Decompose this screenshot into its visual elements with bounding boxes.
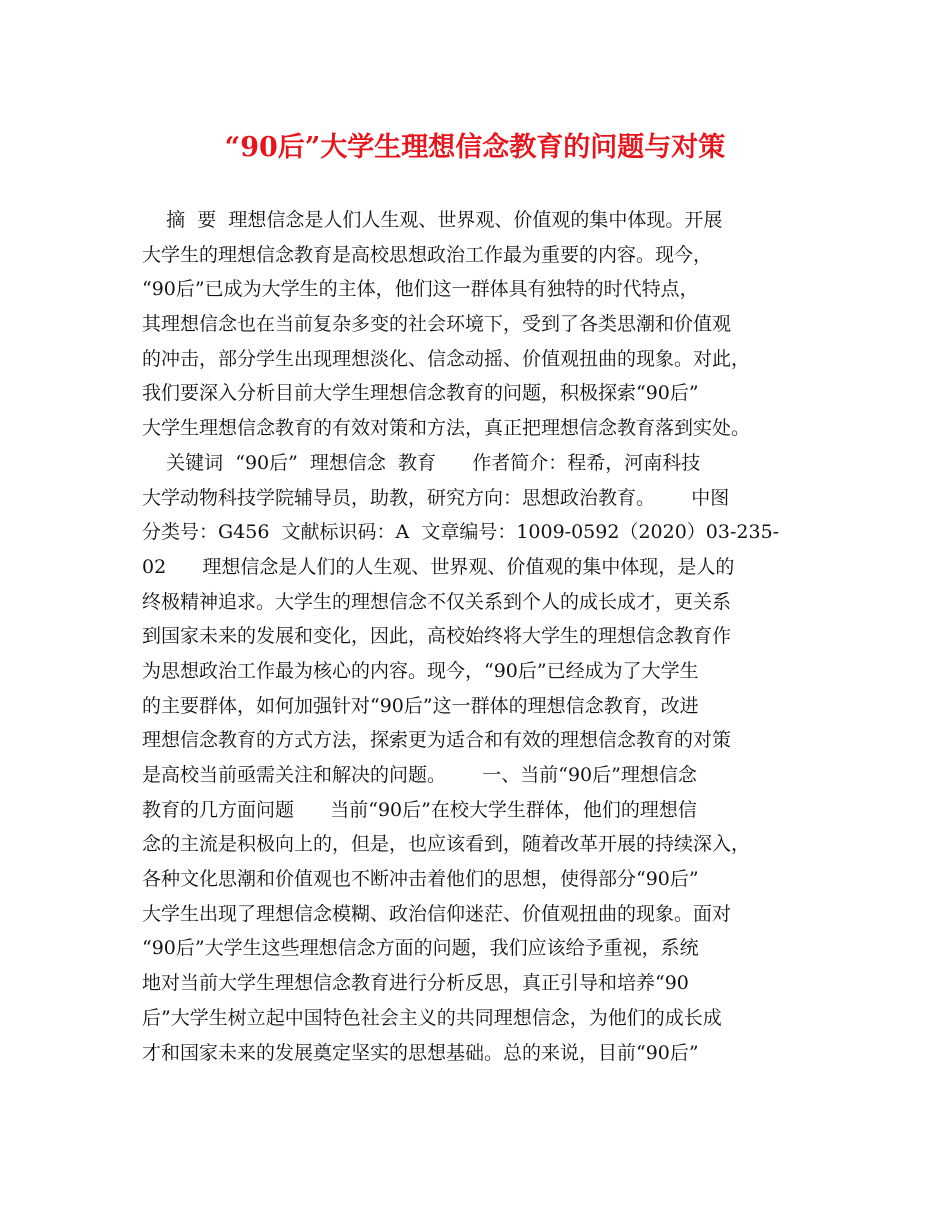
body-line: 关键词 “90后” 理想信念 教育 作者简介：程希，河南科技 (142, 451, 701, 474)
body-line: 的冲击，部分学生出现理想淡化、信念动摇、价值观扭曲的现象。对此， (142, 347, 751, 370)
body-line: 我们要深入分析目前大学生理想信念教育的问题，积极探索“90后” (142, 382, 699, 405)
body-line: 才和国家未来的发展奠定坚实的思想基础。总的来说，目前“90后” (142, 1041, 699, 1064)
body-line: “90后”已成为大学生的主体，他们这一群体具有独特的时代特点， (142, 278, 699, 301)
document-title: “90后”大学生理想信念教育的问题与对策 (224, 132, 726, 163)
body-line: 终极精神追求。大学生的理想信念不仅关系到个人的成长成才，更关系 (142, 590, 732, 613)
body-line: 为思想政治工作最为核心的内容。现今，“90后”已经成为了大学生 (142, 659, 699, 682)
body-line: 各种文化思潮和价值观也不断冲击着他们的思想，使得部分“90后” (142, 868, 699, 891)
body-line: 理想信念教育的方式方法，探索更为适合和有效的理想信念教育的对策 (142, 729, 732, 752)
document-body (142, 203, 826, 1070)
body-line: 其理想信念也在当前复杂多变的社会环境下，受到了各类思潮和价值观 (142, 313, 732, 336)
body-line: 摘 要 理想信念是人们人生观、世界观、价值观的集中体现。开展 (142, 209, 723, 231)
body-line: 的主要群体，如何加强针对“90后”这一群体的理想信念教育，改进 (142, 694, 699, 717)
body-line: 02 理想信念是人们的人生观、世界观、价值观的集中体现，是人的 (142, 555, 735, 578)
body-line: 念的主流是积极向上的，但是，也应该看到，随着改革开展的持续深入， (142, 833, 751, 856)
body-line: 后”大学生树立起中国特色社会主义的共同理想信念，为他们的成长成 (142, 1006, 722, 1029)
body-line: “90后”大学生这些理想信念方面的问题，我们应该给予重视，系统 (142, 937, 699, 960)
body-line: 是高校当前亟需关注和解决的问题。 一、当前“90后”理想信念 (142, 764, 697, 786)
body-line: 大学生出现了理想信念模糊、政治信仰迷茫、价值观扭曲的现象。面对 (142, 902, 732, 925)
body-line: 分类号：G456 文献标识码：A 文章编号：1009-0592（2020）03-235- (142, 521, 780, 544)
body-line: 大学生理想信念教育的有效对策和方法，真正把理想信念教育落到实处。 (142, 417, 751, 440)
body-line: 到国家未来的发展和变化，因此，高校始终将大学生的理想信念教育作 (142, 625, 732, 648)
body-line: 地对当前大学生理想信念教育进行分析反思，真正引导和培养“90 (142, 972, 689, 995)
body-line: 教育的几方面问题 当前“90后”在校大学生群体，他们的理想信 (142, 798, 697, 821)
body-line: 大学动物科技学院辅导员，助教，研究方向：思想政治教育。 中图 (142, 486, 730, 509)
body-line: 大学生的理想信念教育是高校思想政治工作最为重要的内容。现今， (142, 243, 713, 266)
